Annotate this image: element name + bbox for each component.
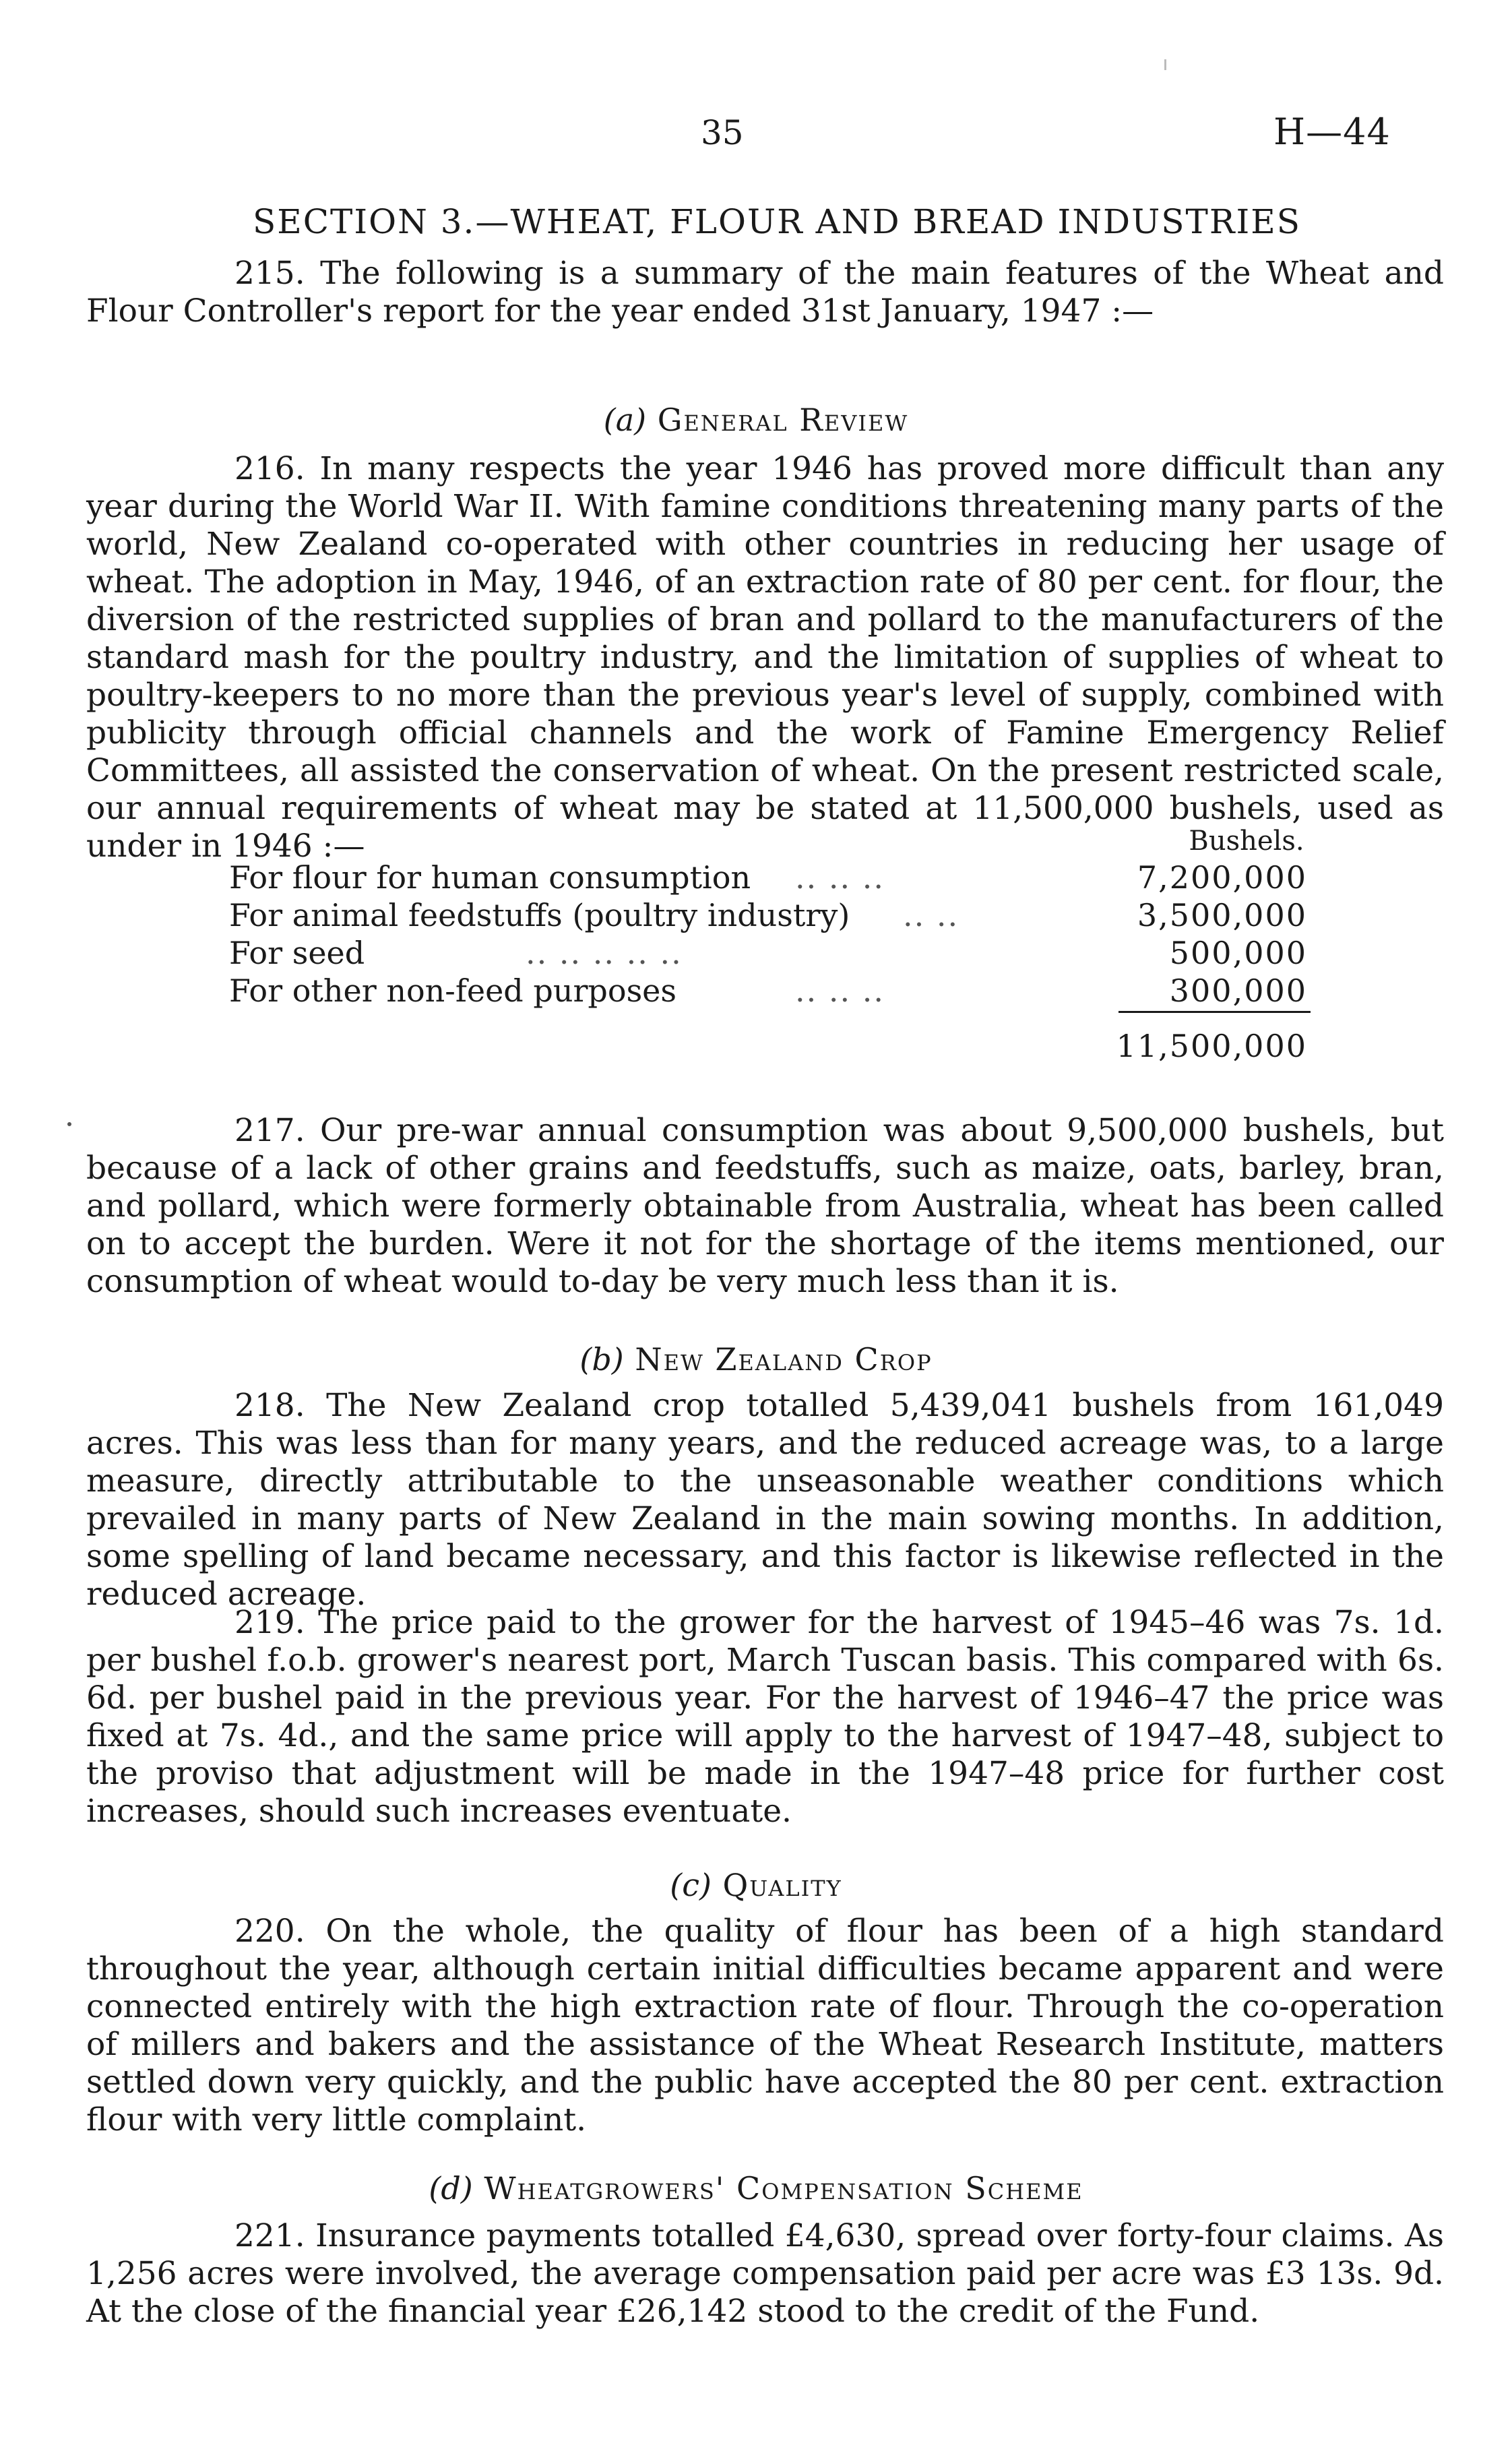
paragraph-number: 221. (234, 2217, 305, 2254)
subheading-new-zealand-crop (0, 1341, 1512, 1378)
row-label: For flour for human consumption (229, 859, 751, 896)
scan-speck (1164, 59, 1166, 70)
paragraph-number: 216. (234, 450, 305, 487)
paragraph-219 (86, 1604, 1444, 1830)
subheading-letter: (c) (670, 1867, 712, 1903)
table-row (229, 935, 1307, 973)
document-code: H—44 (1273, 111, 1391, 153)
paragraph-217 (86, 1112, 1444, 1301)
paragraph-text: The price paid to the grower for the harvest of 1945–46 was 7s. 1d. per bushel f.o.b. grower's nearest port, March Tuscan basis. This compared with 6s. 6d. per bushel paid in the previous year. For the harvest of 1946–47 the price was fixed at 7s. 4d., and the same price will apply to the harvest of 1947–48, subject to the proviso that adjustment will be made in the 1947–48 price for further cost increases, should such increases eventuate. (86, 1604, 1444, 1830)
paragraph-number: 215. (234, 255, 305, 292)
leader-dots: .. .. .. (795, 973, 885, 1009)
leader-dots: .. .. (903, 897, 959, 933)
scan-mark (67, 1122, 71, 1126)
row-value: 3,500,000 (1137, 897, 1307, 933)
paragraph-216 (86, 450, 1444, 865)
table-row (229, 859, 1307, 897)
subheading-title: General Review (657, 402, 909, 438)
leader-dots: .. .. .. (795, 859, 885, 896)
paragraph-text: The New Zealand crop totalled 5,439,041 bushels from 161,049 acres. This was less than for many years, and the reduced acreage was, to a large measure, directly attributable to the unseasonable weather conditions which prevailed in many parts of New Zealand in the main sowing months. In addition, some spelling of land became necessary, and this factor is likewise reflected in the reduced acreage. (86, 1387, 1444, 1613)
page-number: 35 (701, 113, 744, 152)
subheading-letter: (d) (429, 2170, 473, 2207)
row-value: 300,000 (1169, 973, 1307, 1009)
section-title: SECTION 3.—WHEAT, FLOUR AND BREAD INDUSTRIES (253, 202, 1301, 241)
row-label: For seed (229, 935, 365, 971)
row-value: 7,200,000 (1137, 859, 1307, 896)
total-rule (1119, 1011, 1311, 1013)
subheading-title: Wheatgrowers' Compensation Scheme (484, 2170, 1083, 2207)
paragraph-text: Our pre-war annual consumption was about 9,500,000 bushels, but because of a lack of other grains and feedstuffs, such as maize, oats, barley, bran, and pollard, which were formerly obtainable from Australia, wheat has been called on to accept the burden. Were it not for the shortage of the items mentioned, our consumption of wheat would to-day be very much less than it is. (86, 1112, 1444, 1300)
row-value: 500,000 (1169, 935, 1307, 971)
paragraph-text: The following is a summary of the main features of the Wheat and Flour Controller's report for the year ended 31st January, 1947 :— (86, 255, 1444, 330)
subheading-title: Quality (722, 1867, 842, 1903)
subheading-letter: (a) (603, 402, 647, 438)
subheading-compensation-scheme (0, 2170, 1512, 2207)
paragraph-215 (86, 255, 1444, 330)
table-total: 11,500,000 (1116, 1028, 1307, 1064)
paragraph-221 (86, 2217, 1444, 2331)
subheading-quality (0, 1867, 1512, 1903)
paragraph-218 (86, 1387, 1444, 1613)
table-row (229, 973, 1307, 1010)
paragraph-number: 220. (234, 1913, 305, 1950)
leader-dots: .. .. .. .. .. (526, 935, 683, 971)
table-row (229, 897, 1307, 935)
subheading-letter: (b) (579, 1341, 624, 1378)
paragraph-text: Insurance payments totalled £4,630, spread over forty-four claims. As 1,256 acres were involved, the average compensation paid per acre was £3 13s. 9d. At the close of the financial year £26,142 stood to the credit of the Fund. (86, 2217, 1444, 2330)
row-label: For other non-feed purposes (229, 973, 677, 1009)
subheading-title: New Zealand Crop (635, 1341, 933, 1378)
table-unit-header: Bushels. (1189, 826, 1304, 857)
paragraph-number: 218. (234, 1387, 305, 1424)
row-label: For animal feedstuffs (poultry industry) (229, 897, 850, 933)
subheading-general-review (0, 402, 1512, 438)
paragraph-220 (86, 1913, 1444, 2139)
paragraph-text: On the whole, the quality of flour has been of a high standard throughout the year, although certain initial difficulties became apparent and were connected entirely with the high extraction rate of flour. Through the co-operation of millers and bakers and the assistance of the Wheat Research Institute, matters settled down very quickly, and the public have accepted the 80 per cent. extraction flour with very little complaint. (86, 1913, 1444, 2138)
paragraph-number: 217. (234, 1112, 305, 1149)
paragraph-text: In many respects the year 1946 has proved more difficult than any year during the World War II. With famine conditions threatening many parts of the world, New Zealand co-operated with other countries in reducing her usage of wheat. The adoption in May, 1946, of an extraction rate of 80 per cent. for flour, the diversion of the restricted supplies of bran and pollard to the manufacturers of the standard mash for the poultry industry, and the limitation of supplies of wheat to poultry-keepers to no more than the previous year's level of supply, combined with publicity through official channels and the work of Famine Emergency Relief Committees, all assisted the conservation of wheat. On the present restricted scale, our annual requirements of wheat may be stated at 11,500,000 bushels, used as under in 1946 :— (86, 450, 1444, 865)
paragraph-number: 219. (234, 1604, 305, 1641)
